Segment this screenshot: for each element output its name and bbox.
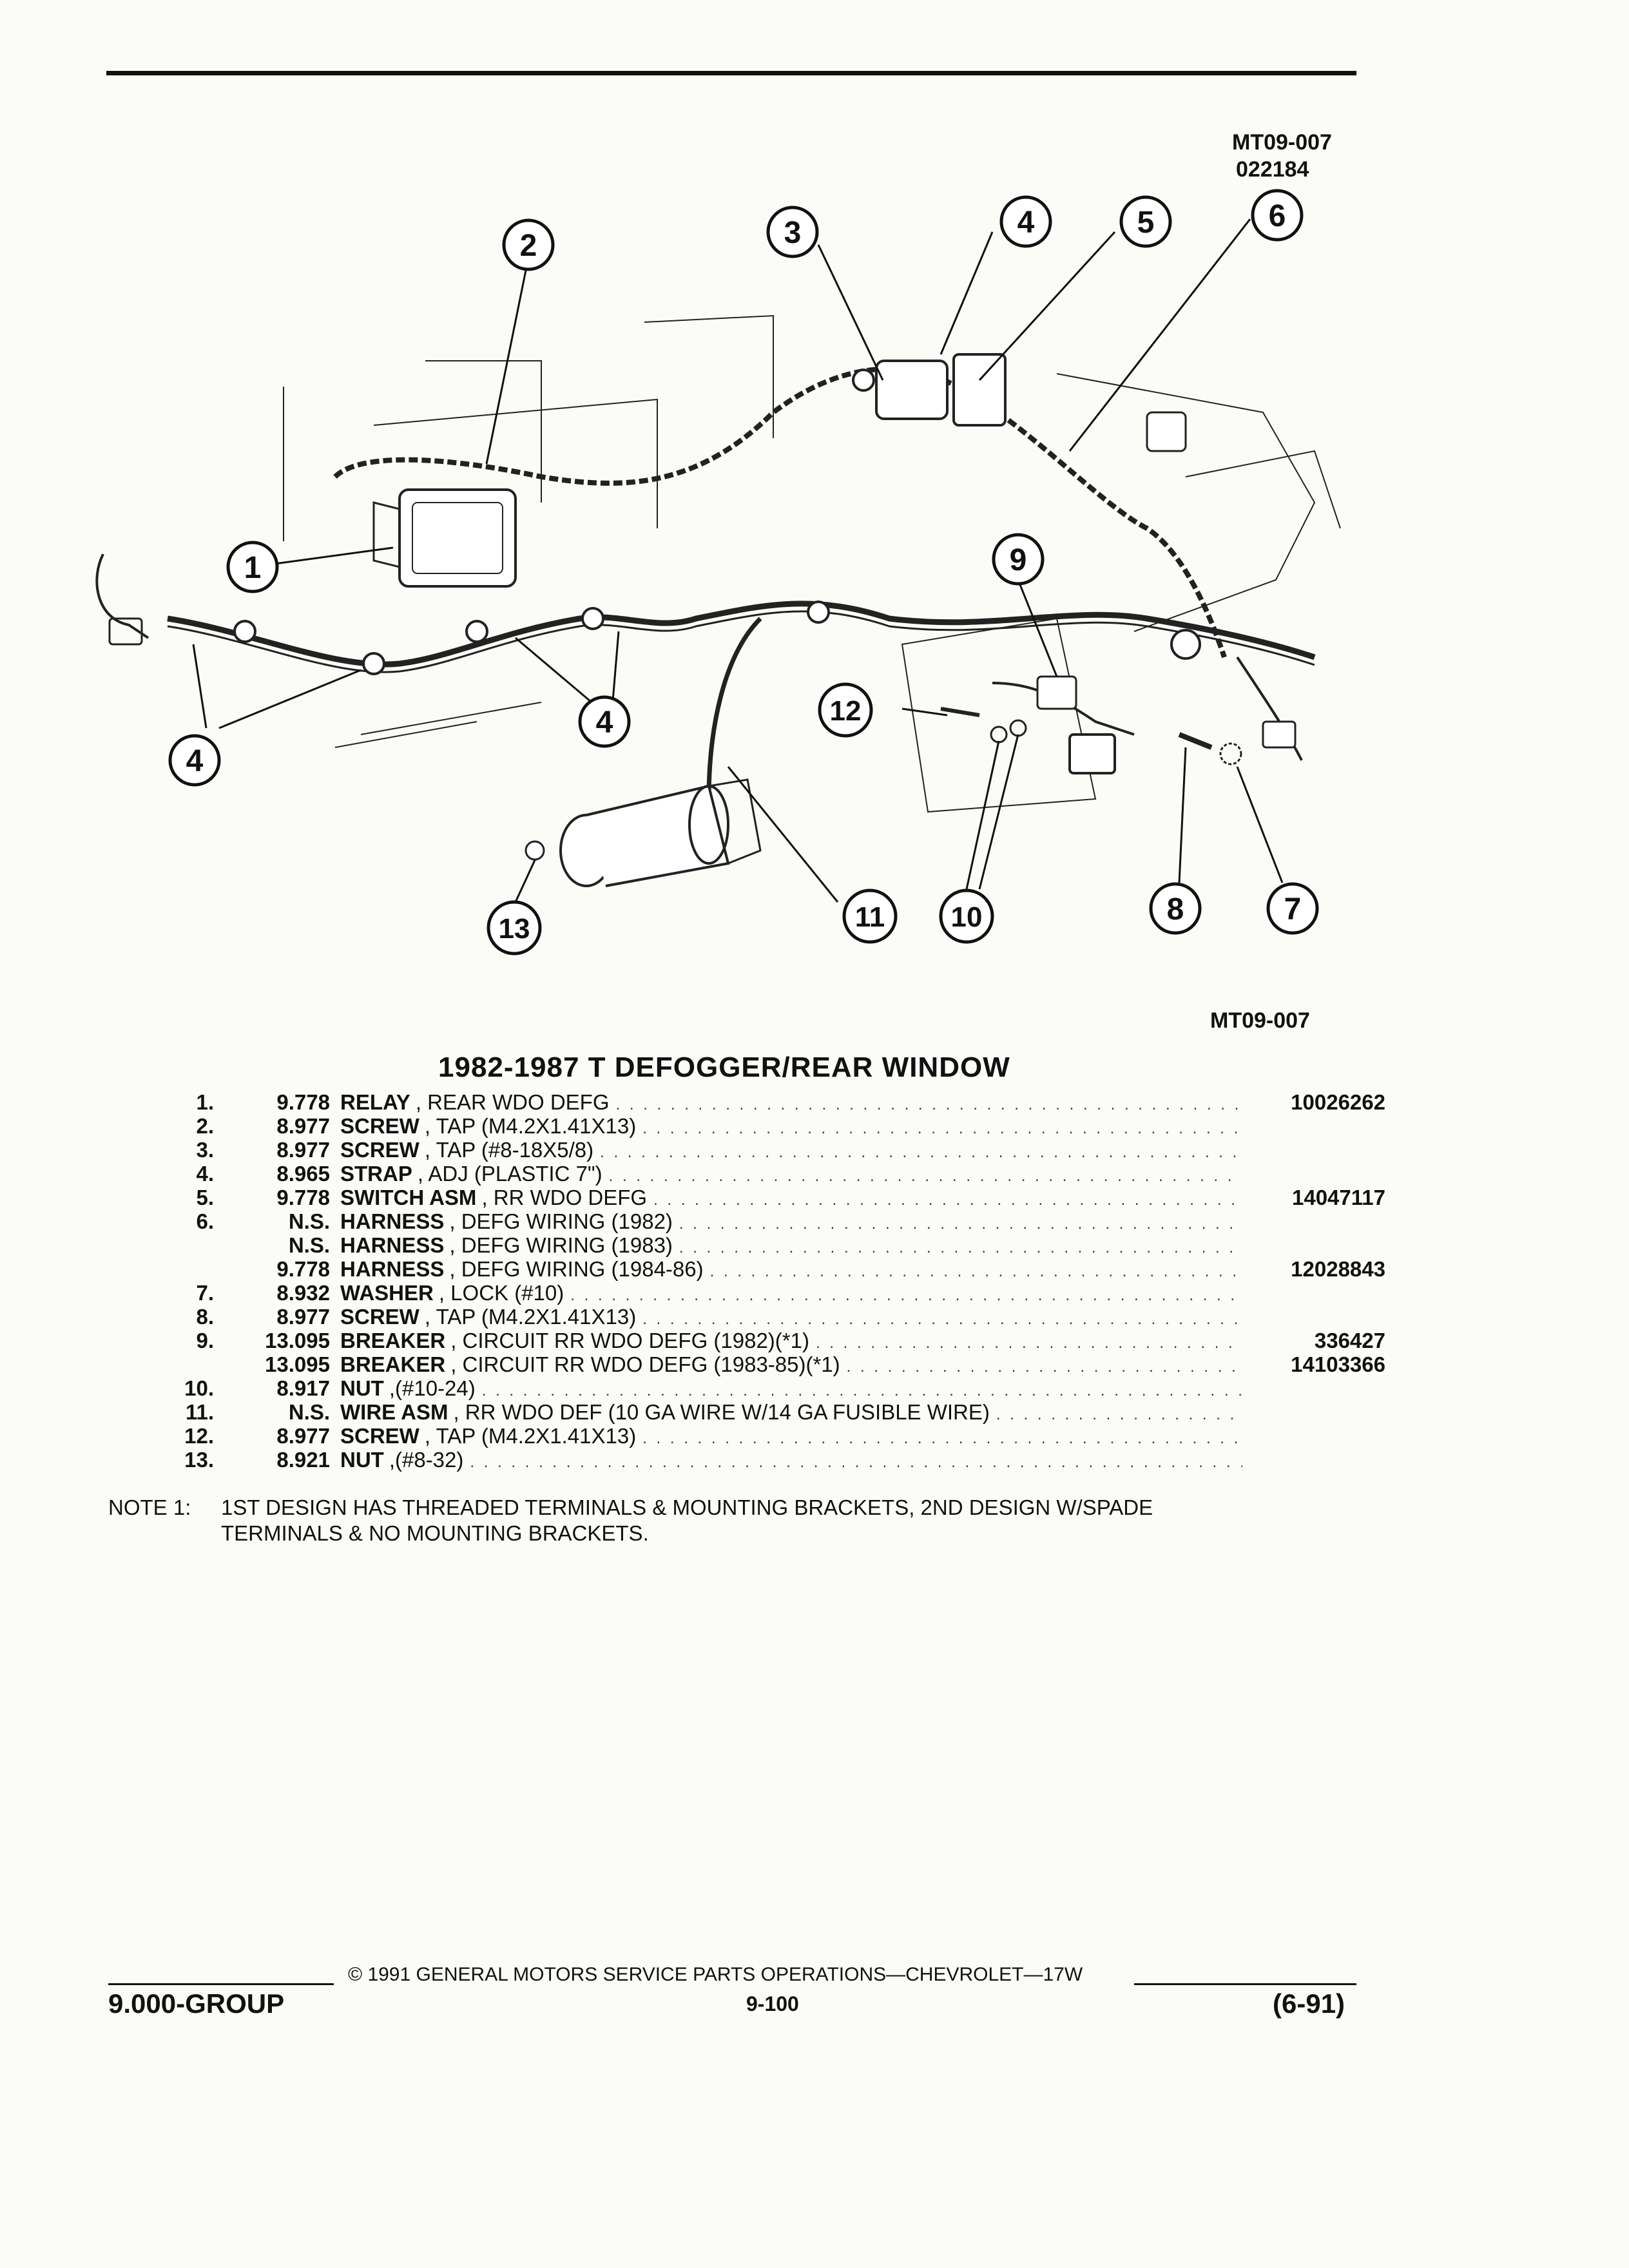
leader-dots [600, 1140, 1242, 1164]
part-description: ,(#10-24) [389, 1376, 476, 1400]
part-name: HARNESS [340, 1233, 445, 1257]
callout-9 [994, 535, 1043, 584]
part-description: , DEFG WIRING (1983) [449, 1233, 673, 1257]
parts-row [161, 1400, 1385, 1424]
group-code: 13.095 [265, 1352, 330, 1376]
parts-row [161, 1138, 1385, 1162]
parts-row [161, 1376, 1385, 1400]
callout-6 [1253, 191, 1302, 240]
parts-row [161, 1424, 1385, 1448]
svg-text:12: 12 [829, 695, 862, 727]
leader-dots [616, 1093, 1242, 1117]
callout-3 [768, 207, 817, 256]
item-number: 11. [185, 1400, 214, 1424]
part-number: 336427 [1314, 1329, 1385, 1352]
revision-date: (6-91) [1273, 1988, 1345, 2019]
reference-date: 022184 [1236, 157, 1309, 182]
callout-10 [941, 890, 992, 942]
item-number: 8. [196, 1305, 214, 1329]
parts-row [161, 1352, 1385, 1376]
svg-text:13: 13 [498, 913, 530, 945]
parts-row [161, 1209, 1385, 1233]
part-name: STRAP [340, 1162, 412, 1186]
group-code: 8.917 [276, 1376, 330, 1400]
svg-text:3: 3 [784, 216, 802, 250]
part-name: SCREW [340, 1138, 419, 1162]
item-number: 4. [196, 1162, 214, 1186]
part-description: ,(#8-32) [389, 1448, 464, 1472]
svg-text:4: 4 [186, 744, 204, 778]
group-code: 8.921 [276, 1448, 330, 1472]
group-code: 8.977 [276, 1138, 330, 1162]
group-code: 8.965 [276, 1162, 330, 1186]
part-name: SCREW [340, 1305, 419, 1329]
part-name: SCREW [340, 1424, 419, 1448]
group-code: N.S. [288, 1209, 330, 1233]
item-number: 2. [196, 1114, 214, 1138]
leader-dots [482, 1379, 1242, 1403]
leader-dots [710, 1260, 1242, 1283]
parts-row [161, 1329, 1385, 1352]
parts-row [161, 1257, 1385, 1281]
part-description: , CIRCUIT RR WDO DEFG (1983-85)(*1) [450, 1352, 840, 1376]
svg-text:4: 4 [595, 706, 613, 740]
top-rule [106, 71, 1356, 75]
leader-dots [816, 1331, 1242, 1355]
part-name: WASHER [340, 1281, 434, 1305]
part-description: , REAR WDO DEFG [415, 1090, 610, 1114]
group-code: 13.095 [265, 1329, 330, 1352]
part-description: , CIRCUIT RR WDO DEFG (1982)(*1) [450, 1329, 809, 1352]
item-number: 9. [196, 1329, 214, 1352]
item-number: 12. [184, 1424, 214, 1448]
svg-text:11: 11 [854, 901, 885, 933]
svg-text:7: 7 [1284, 892, 1302, 927]
callout-4-left [170, 736, 219, 785]
leader-dots [679, 1236, 1242, 1260]
leader-dots [847, 1355, 1242, 1379]
part-description: , TAP (M4.2X1.41X13) [424, 1305, 637, 1329]
part-name: SCREW [340, 1114, 419, 1138]
leader-dots [609, 1164, 1242, 1188]
svg-text:2: 2 [519, 229, 537, 263]
callout-4-mid [580, 697, 629, 746]
leader-dots [470, 1450, 1242, 1474]
leader-dots [679, 1212, 1242, 1236]
item-number: 5. [196, 1186, 214, 1209]
part-name: HARNESS [340, 1257, 445, 1281]
part-description: , TAP (M4.2X1.41X13) [424, 1114, 637, 1138]
copyright: © 1991 GENERAL MOTORS SERVICE PARTS OPERATIONS—CHEVROLET—17W [348, 1964, 1083, 1985]
group-code: 8.977 [276, 1114, 330, 1138]
leader-dots [642, 1307, 1242, 1331]
page-number: 9-100 [746, 1992, 799, 2015]
callout-4-top [1001, 197, 1050, 246]
callout-2 [504, 220, 553, 269]
svg-text:1: 1 [244, 551, 262, 585]
part-name: BREAKER [340, 1329, 446, 1352]
callout-1 [228, 543, 277, 591]
part-description: , DEFG WIRING (1984-86) [449, 1257, 704, 1281]
callout-11 [844, 890, 896, 942]
part-description: , DEFG WIRING (1982) [449, 1209, 673, 1233]
item-number: 1. [196, 1090, 214, 1114]
footer-rule-left [108, 1983, 334, 1985]
group-code: 9.778 [276, 1090, 330, 1114]
part-name: HARNESS [340, 1209, 445, 1233]
diagram-reference-bottom: MT09-007 [1210, 1008, 1310, 1033]
part-name: SWITCH ASM [340, 1186, 477, 1209]
part-name: NUT [340, 1448, 384, 1472]
parts-list [161, 1090, 1385, 1472]
group-code: 8.977 [276, 1305, 330, 1329]
item-number: 3. [196, 1138, 214, 1162]
leader-dots [570, 1283, 1242, 1307]
note-line-1: 1ST DESIGN HAS THREADED TERMINALS & MOUNTING BRACKETS, 2ND DESIGN W/SPADE [221, 1495, 1153, 1519]
leader-dots [642, 1117, 1242, 1140]
group-code: 9.778 [276, 1257, 330, 1281]
note-line-2: TERMINALS & NO MOUNTING BRACKETS. [221, 1521, 649, 1545]
part-description: , LOCK (#10) [438, 1281, 564, 1305]
group-label: 9.000-GROUP [108, 1988, 285, 2019]
part-name: WIRE ASM [340, 1400, 448, 1424]
item-number: 6. [196, 1209, 214, 1233]
part-description: , TAP (#8-18X5/8) [424, 1138, 594, 1162]
part-description: , TAP (M4.2X1.41X13) [424, 1424, 637, 1448]
part-number: 10026262 [1291, 1090, 1385, 1114]
parts-row [161, 1281, 1385, 1305]
part-description: , RR WDO DEF (10 GA WIRE W/14 GA FUSIBLE WIRE) [453, 1400, 990, 1424]
part-name: BREAKER [340, 1352, 446, 1376]
part-description: , ADJ (PLASTIC 7") [417, 1162, 602, 1186]
parts-row [161, 1162, 1385, 1186]
callout-13 [488, 902, 540, 954]
footer-rule-right [1134, 1983, 1356, 1985]
parts-row [161, 1233, 1385, 1257]
parts-row [161, 1090, 1385, 1114]
group-code: 8.932 [276, 1281, 330, 1305]
parts-row [161, 1114, 1385, 1138]
leader-dots [653, 1188, 1242, 1212]
part-name: NUT [340, 1376, 384, 1400]
note-label: NOTE 1: [108, 1495, 191, 1519]
parts-row [161, 1305, 1385, 1329]
leader-dots [642, 1427, 1242, 1450]
svg-text:8: 8 [1166, 892, 1184, 927]
leader-dots [996, 1403, 1242, 1427]
group-code: 8.977 [276, 1424, 330, 1448]
reference-code: MT09-007 [1232, 130, 1332, 155]
group-code: N.S. [288, 1400, 330, 1424]
svg-text:10: 10 [950, 901, 983, 933]
item-number: 13. [184, 1448, 214, 1472]
part-number: 14047117 [1291, 1186, 1385, 1209]
group-code: N.S. [288, 1233, 330, 1257]
callout-8 [1151, 884, 1200, 933]
svg-text:5: 5 [1137, 206, 1155, 240]
parts-row [161, 1186, 1385, 1209]
callout-12 [820, 684, 871, 736]
item-number: 10. [184, 1376, 214, 1400]
callout-5 [1121, 197, 1170, 246]
part-number: 12028843 [1291, 1257, 1385, 1281]
parts-row [161, 1448, 1385, 1472]
svg-text:6: 6 [1268, 199, 1286, 233]
footnote [108, 1495, 1153, 1546]
page-title: 1982-1987 T DEFOGGER/REAR WINDOW [438, 1052, 1010, 1083]
part-number: 14103366 [1291, 1352, 1385, 1376]
part-name: RELAY [340, 1090, 410, 1114]
callout-7 [1268, 884, 1317, 933]
group-code: 9.778 [276, 1186, 330, 1209]
item-number: 7. [196, 1281, 214, 1305]
part-description: , RR WDO DEFG [481, 1186, 648, 1209]
svg-text:4: 4 [1017, 206, 1035, 240]
svg-text:9: 9 [1009, 543, 1027, 577]
parts-diagram [90, 168, 1353, 999]
